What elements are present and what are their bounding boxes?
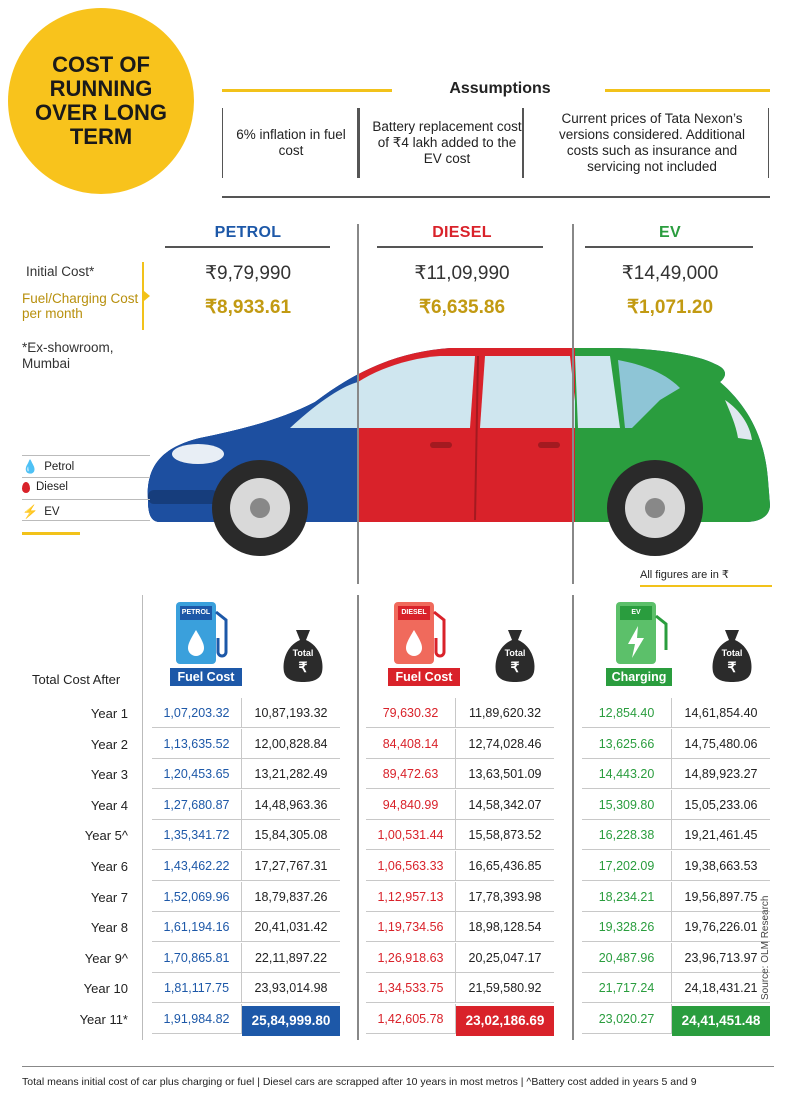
column-header-petrol: PETROL: [214, 224, 282, 241]
diesel-total-cost-cell: 11,89,620.32: [456, 698, 554, 728]
table-guide: [357, 595, 359, 1040]
ev-fuel-cost-cell: 15,309.80: [582, 790, 672, 820]
table-guide: [572, 595, 574, 1040]
diesel-fuel-cost-cell: 1,34,533.75: [366, 973, 456, 1003]
pump-label: DIESEL: [401, 609, 427, 616]
diesel-total-cost-cell: 14,58,342.07: [456, 790, 554, 820]
petrol-total-cost-cell: 25,84,999.80: [242, 1006, 340, 1036]
diesel-fuel-cost-cell: 1,26,918.63: [366, 943, 456, 973]
ev-fuel-cost-cell: 14,443.20: [582, 759, 672, 789]
petrol-fuel-cost-cell: 1,07,203.32: [152, 698, 242, 728]
diesel-drop-icon: [22, 482, 30, 493]
legend-label: Diesel: [36, 481, 68, 493]
ev-charger-icon: [604, 598, 676, 686]
initial-cost-petrol: ₹9,79,990: [204, 263, 292, 284]
money-bag-icon: [278, 626, 328, 684]
assumptions-heading: Assumptions: [449, 80, 551, 97]
petrol-total-cost-cell: 22,11,897.22: [242, 943, 340, 973]
ev-fuel-cost-cell: 16,228.38: [582, 820, 672, 850]
column-header-rule: [585, 246, 753, 248]
footer-rule: [22, 1066, 774, 1067]
assumption-text: Battery replacement cost of ₹4 lakh added to the EV cost: [372, 119, 522, 166]
bag-symbol: ₹: [298, 659, 308, 675]
diesel-total-cost-cell: 20,25,047.17: [456, 943, 554, 973]
fuel-cost-label: Fuel/Charging Cost per month: [22, 291, 139, 321]
petrol-total-cost-cell: 18,79,837.26: [242, 882, 340, 912]
column-divider: [357, 224, 359, 584]
column-header-rule: [377, 246, 543, 248]
lightning-icon: ⚡: [22, 504, 39, 519]
row-label: Year 3: [90, 767, 128, 783]
diesel-total-cost-cell: 15,58,873.52: [456, 820, 554, 850]
row-label: Year 8: [90, 920, 128, 936]
legend-item-diesel: [22, 481, 68, 493]
diesel-total-cost-cell: 13,63,501.09: [456, 759, 554, 789]
petrol-fuel-cost-cell: 1,27,680.87: [152, 790, 242, 820]
diesel-fuel-cost-cell: 1,42,605.78: [366, 1004, 456, 1034]
ev-badge: Charging: [606, 668, 672, 686]
diesel-fuel-cost-cell: 1,12,957.13: [366, 882, 456, 912]
diesel-fuel-cost-cell: 1,19,734.56: [366, 912, 456, 942]
assumption-text: Current prices of Tata Nexon’s versions considered. Additional costs such as insurance and servicing not included: [558, 111, 746, 174]
row-label: Year 5^: [84, 828, 128, 844]
pump-label: PETROL: [181, 609, 211, 616]
petrol-fuel-cost-cell: 1,13,635.52: [152, 729, 242, 759]
diesel-badge: Fuel Cost: [388, 668, 460, 686]
assumption-item: [222, 108, 360, 178]
diesel-total-cost-cell: 23,02,186.69: [456, 1006, 554, 1036]
petrol-fuel-cost-cell: 1,91,984.82: [152, 1004, 242, 1034]
ev-fuel-cost-cell: 13,625.66: [582, 729, 672, 759]
table-guide: [142, 595, 143, 1040]
assumptions-rule-right: [605, 89, 770, 92]
ev-fuel-cost-cell: 19,328.26: [582, 912, 672, 942]
monthly-cost-diesel: ₹6,635.86: [418, 297, 506, 318]
ev-total-cost-cell: 24,18,431.21: [672, 973, 770, 1003]
diesel-total-cost-cell: 21,59,580.92: [456, 973, 554, 1003]
petrol-total-cost-cell: 14,48,963.36: [242, 790, 340, 820]
bag-label: Total: [504, 648, 526, 658]
petrol-fuel-cost-cell: 1,61,194.16: [152, 912, 242, 942]
legend-divider: [22, 520, 150, 521]
ev-fuel-cost-cell: 21,717.24: [582, 973, 672, 1003]
initial-cost-ev: ₹14,49,000: [621, 263, 719, 284]
petrol-fuel-cost-cell: 1,81,117.75: [152, 973, 242, 1003]
petrol-fuel-cost-cell: 1,43,462.22: [152, 851, 242, 881]
assumption-divider: [357, 108, 359, 178]
assumptions-rule-left: [222, 89, 392, 92]
petrol-total-cost-cell: 17,27,767.31: [242, 851, 340, 881]
diesel-fuel-cost-cell: 89,472.63: [366, 759, 456, 789]
legend-divider: [22, 455, 150, 456]
ev-total-cost-cell: 24,41,451.48: [672, 1006, 770, 1036]
petrol-fuel-cost-cell: 1,20,453.65: [152, 759, 242, 789]
legend-item-ev: [22, 504, 60, 520]
diesel-fuel-cost-cell: 79,630.32: [366, 698, 456, 728]
diesel-fuel-cost-cell: 1,00,531.44: [366, 820, 456, 850]
legend-item-petrol: [22, 459, 74, 475]
ev-total-cost-cell: 19,56,897.75: [672, 882, 770, 912]
pump-label: EV: [631, 609, 641, 616]
row-label: Year 11*: [79, 1012, 128, 1027]
bag-symbol: ₹: [510, 659, 520, 675]
diesel-pump-icon: [388, 598, 458, 686]
assumption-divider: [522, 108, 524, 178]
page-title: COST OF RUNNING OVER LONG TERM: [34, 52, 167, 149]
monthly-cost-ev: ₹1,071.20: [626, 297, 714, 318]
ev-total-cost-cell: 14,89,923.27: [672, 759, 770, 789]
petrol-total-cost-cell: 13,21,282.49: [242, 759, 340, 789]
column-header-rule: [165, 246, 330, 248]
money-bag-icon: [707, 626, 757, 684]
ev-total-cost-cell: 19,38,663.53: [672, 851, 770, 881]
row-label: Year 6: [90, 859, 128, 874]
front-wheel: [212, 460, 308, 556]
column-header-ev: EV: [659, 224, 681, 241]
figures-note-rule: [640, 585, 772, 587]
ev-fuel-cost-cell: 17,202.09: [582, 851, 672, 881]
ev-total-cost-cell: 19,21,461.45: [672, 820, 770, 850]
petrol-fuel-cost-cell: 1,52,069.96: [152, 882, 242, 912]
diesel-total-cost-cell: 18,98,128.54: [456, 912, 554, 942]
monthly-cost-petrol: ₹8,933.61: [204, 297, 292, 318]
petrol-fuel-cost-cell: 1,35,341.72: [152, 820, 242, 850]
petrol-drop-icon: 💧: [22, 459, 39, 474]
money-bag-icon: [490, 626, 540, 684]
assumption-text: 6% inflation in fuel cost: [236, 127, 346, 158]
rear-wheel: [607, 460, 703, 556]
ev-total-cost-cell: 15,05,233.06: [672, 790, 770, 820]
petrol-fuel-cost-cell: 1,70,865.81: [152, 943, 242, 973]
legend-label: Petrol: [44, 461, 75, 473]
bag-label: Total: [292, 648, 314, 658]
ev-fuel-cost-cell: 12,854.40: [582, 698, 672, 728]
diesel-total-cost-cell: 12,74,028.46: [456, 729, 554, 759]
assumptions-bottom-rule: [222, 196, 770, 198]
initial-cost-diesel: ₹11,09,990: [414, 263, 510, 284]
petrol-total-cost-cell: 10,87,193.32: [242, 698, 340, 728]
petrol-badge: Fuel Cost: [170, 668, 242, 686]
row-label: Year 7: [90, 889, 128, 905]
bag-symbol: ₹: [727, 659, 737, 675]
ev-total-cost-cell: 23,96,713.97: [672, 943, 770, 973]
assumption-item: [536, 108, 769, 178]
legend-accent-bar: [22, 532, 80, 535]
figures-note: All figures are in ₹: [640, 569, 729, 581]
initial-cost-label: Initial Cost*: [26, 264, 95, 279]
ev-fuel-cost-cell: 20,487.96: [582, 943, 672, 973]
row-label: Year 2: [90, 736, 128, 752]
title-badge: [8, 8, 194, 194]
car-illustration: [140, 330, 780, 570]
bag-label: Total: [721, 648, 743, 658]
footer-note: Total means initial cost of car plus charging or fuel | Diesel cars are scrapped after 10 years in most metros | ^Battery cost added in years 5 and 9: [22, 1076, 697, 1088]
row-label: Year 9^: [84, 950, 128, 966]
legend-divider: [22, 477, 150, 478]
column-header-diesel: DIESEL: [432, 224, 492, 241]
ev-total-cost-cell: 14,61,854.40: [672, 698, 770, 728]
petrol-total-cost-cell: 15,84,305.08: [242, 820, 340, 850]
row-label: Year 4: [90, 797, 128, 813]
ev-total-cost-cell: 14,75,480.06: [672, 729, 770, 759]
ev-fuel-cost-cell: 18,234.21: [582, 882, 672, 912]
ev-total-cost-cell: 19,76,226.01: [672, 912, 770, 942]
petrol-total-cost-cell: 12,00,828.84: [242, 729, 340, 759]
total-cost-after-label: Total Cost After: [32, 672, 121, 687]
petrol-pump-icon: [170, 598, 240, 686]
ev-fuel-cost-cell: 23,020.27: [582, 1004, 672, 1034]
legend-divider: [22, 499, 150, 500]
source-credit: Source: OLM Research: [760, 895, 771, 1000]
petrol-total-cost-cell: 20,41,031.42: [242, 912, 340, 942]
diesel-total-cost-cell: 16,65,436.85: [456, 851, 554, 881]
column-divider: [572, 224, 574, 584]
row-label: Year 1: [90, 706, 128, 721]
row-label: Year 10: [83, 981, 128, 997]
diesel-total-cost-cell: 17,78,393.98: [456, 882, 554, 912]
legend-label: EV: [44, 506, 60, 518]
ex-showroom-note: *Ex-showroom, Mumbai: [22, 340, 114, 371]
diesel-fuel-cost-cell: 84,408.14: [366, 729, 456, 759]
diesel-fuel-cost-cell: 1,06,563.33: [366, 851, 456, 881]
assumption-item: [372, 108, 523, 178]
petrol-total-cost-cell: 23,93,014.98: [242, 973, 340, 1003]
diesel-fuel-cost-cell: 94,840.99: [366, 790, 456, 820]
